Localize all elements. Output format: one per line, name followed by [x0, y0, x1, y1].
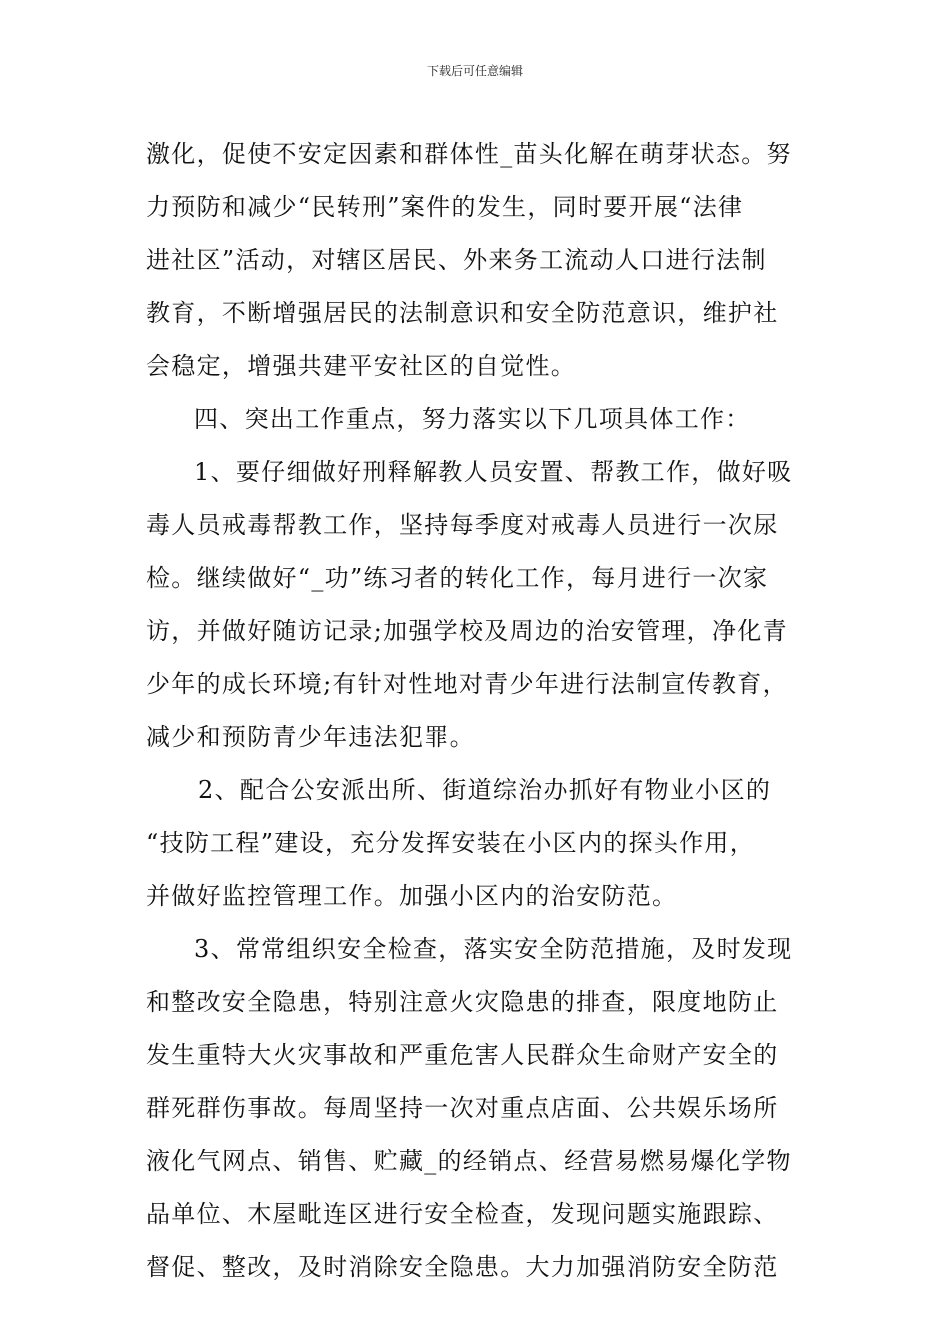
- text-line: 督促、整改，及时消除安全隐患。大力加强消防安全防范: [146, 1253, 779, 1281]
- text-line: 访，并做好随访记录;加强学校及周边的治安管理，净化青: [146, 617, 788, 645]
- section-heading: 四、突出工作重点，努力落实以下几项具体工作：: [194, 405, 751, 433]
- text-line: 液化气网点、销售、贮藏_的经销点、经营易燃易爆化学物: [146, 1147, 792, 1175]
- text-line: 毒人员戒毒帮教工作，坚持每季度对戒毒人员进行一次尿: [146, 511, 779, 539]
- text-line: 减少和预防青少年违法犯罪。: [146, 723, 475, 751]
- text-line: 教育，不断增强居民的法制意识和安全防范意识，维护社: [146, 299, 779, 327]
- text-line: 少年的成长环境;有针对性地对青少年进行法制宣传教育，: [146, 670, 788, 698]
- text-line: 发生重特大火灾事故和严重危害人民群众生命财产安全的: [146, 1041, 779, 1069]
- text-line: “技防工程”建设，充分发挥安装在小区内的探头作用，: [146, 829, 756, 857]
- text-line: 群死群伤事故。每周坚持一次对重点店面、公共娱乐场所: [146, 1094, 779, 1122]
- paragraph-start: 2、配合公安派出所、街道综治办抓好有物业小区的: [198, 776, 772, 804]
- page-header-note: 下载后可任意编辑: [426, 64, 523, 78]
- text-line: 检。继续做好“_功”练习者的转化工作，每月进行一次家: [146, 564, 769, 592]
- text-line: 会稳定，增强共建平安社区的自觉性。: [146, 352, 577, 380]
- text-line: 力预防和减少“民转刑”案件的发生，同时要开展“法律: [146, 193, 744, 221]
- paragraph-start: 1、要仔细做好刑释解教人员安置、帮教工作，做好吸: [194, 458, 793, 486]
- body-text: [146, 128, 810, 1294]
- text-line: 品单位、木屋毗连区进行安全检查，发现问题实施跟踪、: [146, 1200, 779, 1228]
- text-line: 和整改安全隐患，特别注意火灾隐患的排查，限度地防止: [146, 988, 779, 1016]
- text-line: 进社区”活动，对辖区居民、外来务工流动人口进行法制: [146, 246, 767, 274]
- text-line: 激化，促使不安定因素和群体性_苗头化解在萌芽状态。努: [146, 140, 792, 168]
- text-line: 并做好监控管理工作。加强小区内的治安防范。: [146, 882, 678, 910]
- paragraph-start: 3、常常组织安全检查，落实安全防范措施，及时发现: [194, 935, 793, 963]
